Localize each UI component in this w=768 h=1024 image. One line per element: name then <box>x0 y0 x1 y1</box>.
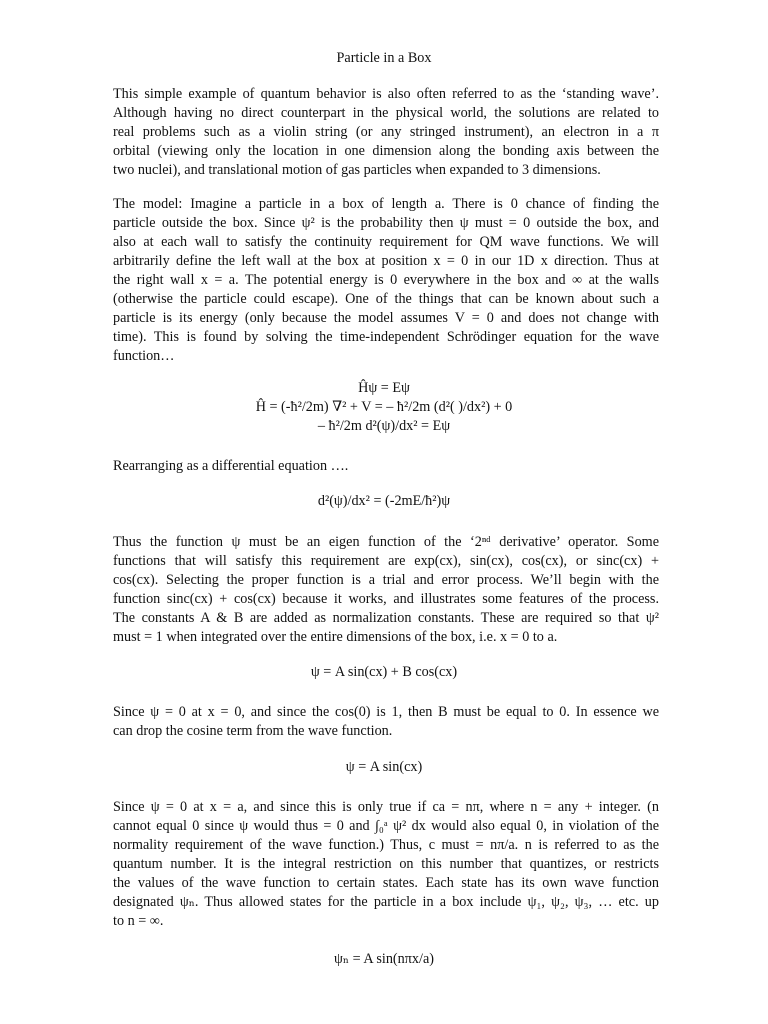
text-line: also at each wall to satisfy the continuity requirement for QM wave functions. We will <box>113 234 659 250</box>
text-line: This simple example of quantum behavior is also often referred to as the ‘standing wave’. <box>113 86 659 102</box>
text-line: orbital (viewing only the location in one dimension along the bonding axis between the <box>113 143 659 159</box>
text-line: Thus the function ψ must be an eigen function of the ‘2ⁿᵈ derivative’ operator. Some <box>113 534 659 550</box>
text-line: particle outside the box. Since ψ² is the probability then ψ must = 0 outside the box, and <box>113 215 659 231</box>
equation-general-solution: ψ = A sin(cx) + B cos(cx) <box>310 664 458 680</box>
text-line: to n = ∞. <box>113 913 164 929</box>
boundary-paragraph <box>113 703 659 741</box>
text-line: cos(cx). Selecting the proper function is a trial and error process. We’ll begin with the <box>113 572 659 588</box>
text-line: the right wall x = a. The potential energy is 0 everywhere in the box and ∞ at the walls <box>113 272 659 288</box>
text-line: normality requirement of the wave function.) Thus, c must = nπ/a. n is referred to as the <box>113 837 659 853</box>
text-line: the values of the wave function to certain states. Each state has its own wave function <box>113 875 659 891</box>
intro-paragraph <box>113 85 659 180</box>
text-line: quantum number. It is the integral restriction on this number that quantizes, or restricts <box>113 856 659 872</box>
text-line: The constants A & B are added as normalization constants. These are required so that ψ² <box>113 610 659 626</box>
text-line: function sinc(cx) + cos(cx) because it works, and illustrates some features of the process. <box>113 591 659 607</box>
text-line: Since ψ = 0 at x = 0, and since the cos(0) is 1, then B must be equal to 0. In essence we <box>113 704 659 720</box>
text-line: two nuclei), and translational motion of gas particles when expanded to 3 dimensions. <box>113 162 601 178</box>
text-line: Although having no direct counterpart in the physical world, the solutions are related to <box>113 105 659 121</box>
text-line: functions that will satisfy this requirement are exp(cx), sin(cx), cos(cx), or sinc(cx) + <box>113 553 659 569</box>
equation-hamiltonian: Ĥψ = Eψ <box>358 380 410 396</box>
text-line: designated ψₙ. Thus allowed states for the particle in a box include ψ₁, ψ₂, ψ₃, … etc. up <box>113 894 659 910</box>
text-line: arbitrarily define the left wall at the box at position x = 0 in our 1D x direction. Thus at <box>113 253 659 269</box>
text-line: (otherwise the particle could escape). One of the things that can be known about such a <box>113 291 659 307</box>
quantization-paragraph <box>113 798 659 931</box>
text-line: The model: Imagine a particle in a box of length a. There is 0 chance of finding the <box>113 196 659 212</box>
model-paragraph <box>113 195 659 366</box>
equation-sine-solution: ψ = A sin(cx) <box>345 759 423 775</box>
eigenfunction-paragraph <box>113 533 659 647</box>
text-line: function… <box>113 348 175 364</box>
text-line: Since ψ = 0 at x = a, and since this is only true if ca = nπ, where n = any + integer. (n <box>113 799 659 815</box>
equation-operator: Ĥ = (-ħ²/2m) ∇² + V = – ħ²/2m (d²( )/dx²) + 0 <box>255 399 513 415</box>
equation-wavefunction-n: ψₙ = A sin(nπx/a) <box>334 951 434 967</box>
text-line: time). This is found by solving the time-independent Schrödinger equation for the wave <box>113 329 659 345</box>
page-title: Particle in a Box <box>336 50 432 66</box>
text-line: must = 1 when integrated over the entire dimensions of the box, i.e. x = 0 to a. <box>113 629 558 645</box>
text-line: cannot equal 0 since ψ would thus = 0 and ∫₀ᵃ ψ² dx would also equal 0, in violation of the <box>113 818 659 834</box>
text-line: particle is its energy (only because the model assumes V = 0 and does not change with <box>113 310 659 326</box>
rearranging-text: Rearranging as a differential equation …. <box>113 458 349 474</box>
equation-differential: d²(ψ)/dx² = (-2mE/ħ²)ψ <box>317 493 451 509</box>
text-line: real problems such as a violin string (or any stringed instrument), an electron in a π <box>113 124 659 140</box>
text-line: can drop the cosine term from the wave function. <box>113 723 393 739</box>
equation-schrodinger: – ħ²/2m d²(ψ)/dx² = Eψ <box>317 418 451 434</box>
